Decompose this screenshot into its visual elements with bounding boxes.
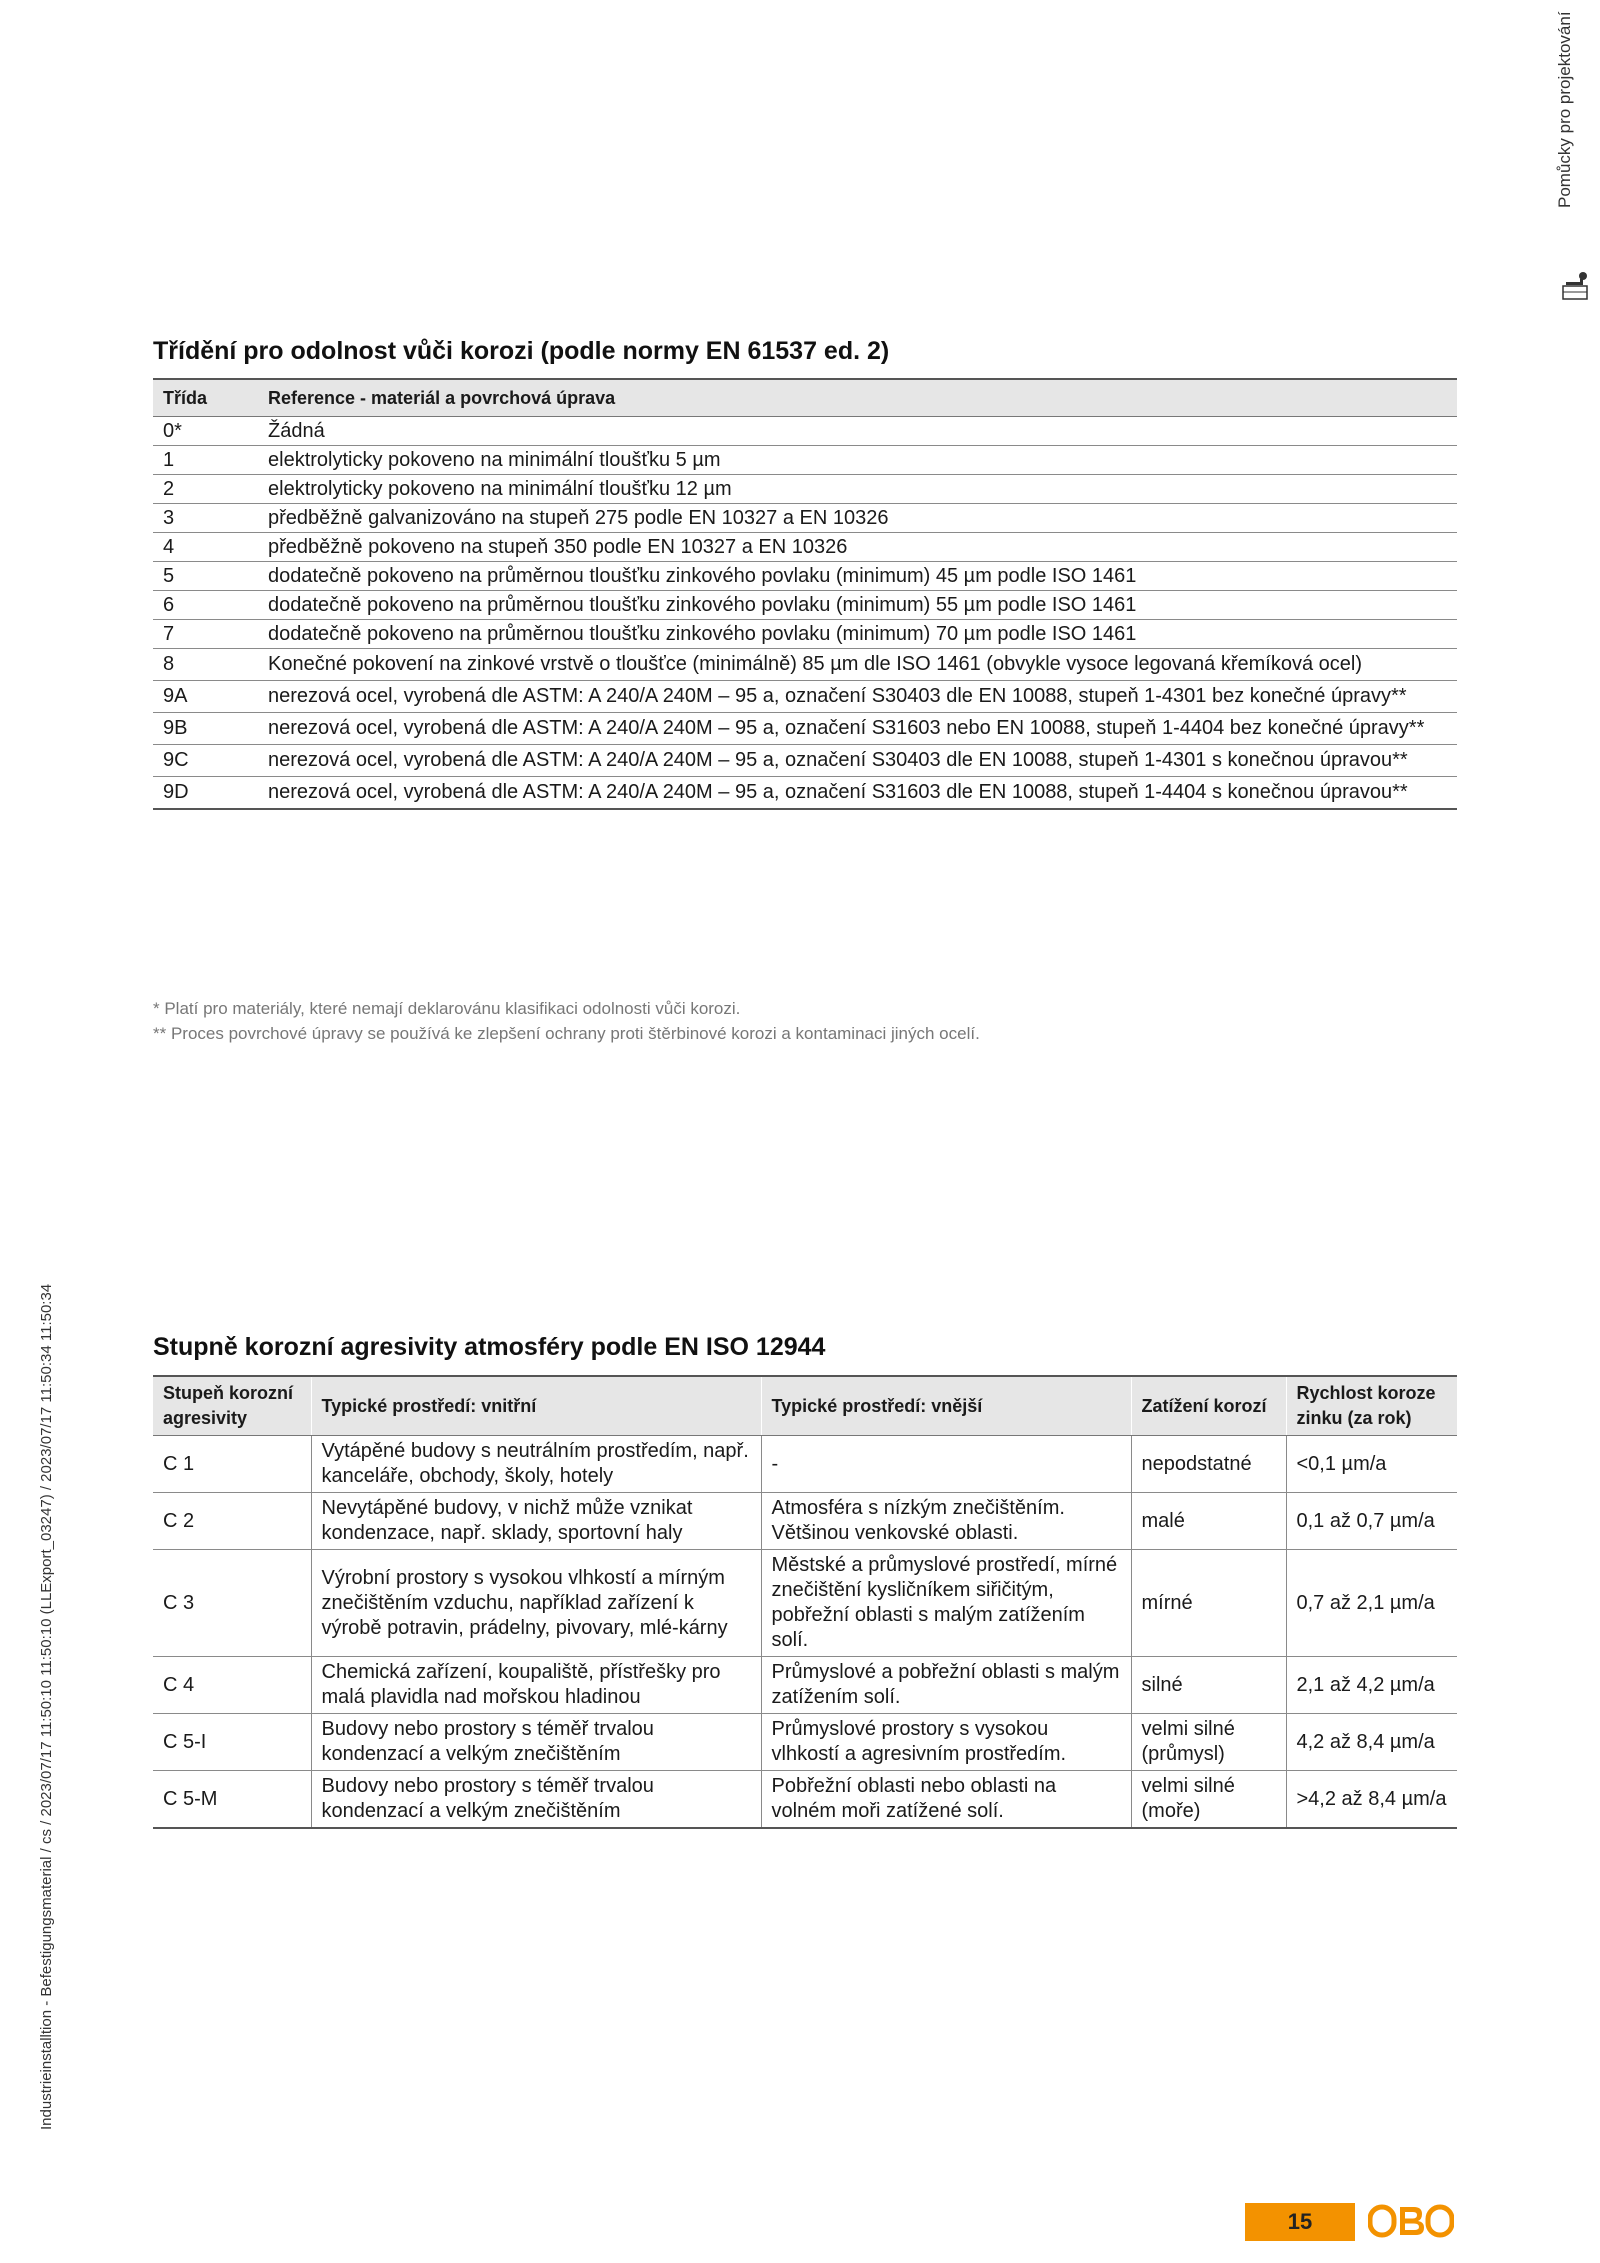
class-cell: 9B <box>153 713 258 745</box>
rate-cell: 2,1 až 4,2 µm/a <box>1286 1657 1457 1714</box>
class-cell: 4 <box>153 533 258 562</box>
rate-cell: >4,2 až 8,4 µm/a <box>1286 1771 1457 1829</box>
reference-cell: nerezová ocel, vyrobená dle ASTM: A 240/A 240M – 95 a, označení S31603 dle EN 10088, stupeň 1-4404 s konečnou úpravou** <box>258 777 1457 810</box>
table-row <box>153 1771 1457 1829</box>
load-cell: velmi silné (moře) <box>1131 1771 1286 1829</box>
table-row <box>153 591 1457 620</box>
reference-cell: elektrolyticky pokoveno na minimální tloušťku 5 µm <box>258 446 1457 475</box>
table-row <box>153 504 1457 533</box>
table-row <box>153 562 1457 591</box>
table-row <box>153 475 1457 504</box>
category-cell: C 3 <box>153 1550 311 1657</box>
category-cell: C 5-M <box>153 1771 311 1829</box>
class-cell: 9D <box>153 777 258 810</box>
class-cell: 8 <box>153 649 258 681</box>
table-row <box>153 620 1457 649</box>
outdoor-cell: Atmosféra s nízkým znečištěním. Většinou venkovské oblasti. <box>761 1493 1131 1550</box>
class-cell: 7 <box>153 620 258 649</box>
category-cell: C 2 <box>153 1493 311 1550</box>
table-row <box>153 681 1457 713</box>
reference-cell: dodatečně pokoveno na průměrnou tloušťku zinkového povlaku (minimum) 45 µm podle ISO 1461 <box>258 562 1457 591</box>
corrosion-class-title: Třídění pro odolnost vůči korozi (podle normy EN 61537 ed. 2) <box>153 337 890 365</box>
corrosion-class-table <box>153 378 1457 810</box>
reference-cell: dodatečně pokoveno na průměrnou tloušťku zinkového povlaku (minimum) 55 µm podle ISO 1461 <box>258 591 1457 620</box>
table-row <box>153 533 1457 562</box>
column-header: Typické prostředí: vnitřní <box>311 1376 761 1436</box>
table-row <box>153 1493 1457 1550</box>
class-cell: 9A <box>153 681 258 713</box>
rate-cell: 0,7 až 2,1 µm/a <box>1286 1550 1457 1657</box>
table-row <box>153 649 1457 681</box>
side-tab <box>1555 11 1585 218</box>
outdoor-cell: Průmyslové a pobřežní oblasti s malým zatížením solí. <box>761 1657 1131 1714</box>
reference-cell: předběžně galvanizováno na stupeň 275 podle EN 10327 a EN 10326 <box>258 504 1457 533</box>
reference-cell: předběžně pokoveno na stupeň 350 podle EN 10327 a EN 10326 <box>258 533 1457 562</box>
class-cell: 3 <box>153 504 258 533</box>
column-header: Rychlost koroze zinku (za rok) <box>1286 1376 1457 1436</box>
column-header: Reference - materiál a povrchová úprava <box>258 379 1457 417</box>
reference-cell: dodatečně pokoveno na průměrnou tloušťku zinkového povlaku (minimum) 70 µm podle ISO 1461 <box>258 620 1457 649</box>
side-tab-label: Pomůcky pro projektování <box>1555 11 1574 208</box>
load-cell: velmi silné (průmysl) <box>1131 1714 1286 1771</box>
reference-cell: elektrolyticky pokoveno na minimální tloušťku 12 µm <box>258 475 1457 504</box>
footnote: * Platí pro materiály, které nemají deklarovánu klasifikaci odolnosti vůči korozi. <box>153 999 741 1018</box>
outdoor-cell: Průmyslové prostory s vysokou vlhkostí a agresivním prostředím. <box>761 1714 1131 1771</box>
load-cell: malé <box>1131 1493 1286 1550</box>
class-cell: 5 <box>153 562 258 591</box>
table-row <box>153 713 1457 745</box>
column-header: Zatížení korozí <box>1131 1376 1286 1436</box>
outdoor-cell: - <box>761 1436 1131 1493</box>
table-row <box>153 446 1457 475</box>
load-cell: mírné <box>1131 1550 1286 1657</box>
outdoor-cell: Pobřežní oblasti nebo oblasti na volném moři zatížené solí. <box>761 1771 1131 1829</box>
indoor-cell: Nevytápěné budovy, v nichž může vznikat kondenzace, např. sklady, sportovní haly <box>311 1493 761 1550</box>
table-row <box>153 1550 1457 1657</box>
export-metadata: Industrieinstalltion - Befestigungsmaterial / cs / 2023/07/17 11:50:10 11:50:10 (LLExport_03247) / 2023/07/17 11:50:34 11:50:34 <box>38 1283 55 2130</box>
indoor-cell: Chemická zařízení, koupaliště, přístřešky pro malá plavidla nad mořskou hladinou <box>311 1657 761 1714</box>
tools-icon <box>1562 270 1588 300</box>
footnote: ** Proces povrchové úpravy se používá ke zlepšení ochrany proti štěrbinové korozi a kontaminaci jiných ocelí. <box>153 1024 980 1043</box>
class-cell: 6 <box>153 591 258 620</box>
table-row <box>153 1436 1457 1493</box>
reference-cell: nerezová ocel, vyrobená dle ASTM: A 240/A 240M – 95 a, označení S31603 nebo EN 10088, stupeň 1-4404 bez konečné úpravy** <box>258 713 1457 745</box>
indoor-cell: Vytápěné budovy s neutrálním prostředím, např. kanceláře, obchody, školy, hotely <box>311 1436 761 1493</box>
indoor-cell: Budovy nebo prostory s téměř trvalou kondenzací a velkým znečištěním <box>311 1714 761 1771</box>
outdoor-cell: Městské a průmyslové prostředí, mírné znečištění kysličníkem siřičitým, pobřežní oblasti s malým zatížením solí. <box>761 1550 1131 1657</box>
class-cell: 9C <box>153 745 258 777</box>
rate-cell: 0,1 až 0,7 µm/a <box>1286 1493 1457 1550</box>
load-cell: silné <box>1131 1657 1286 1714</box>
table-row <box>153 777 1457 810</box>
table-row <box>153 1714 1457 1771</box>
column-header: Typické prostředí: vnější <box>761 1376 1131 1436</box>
rate-cell: <0,1 µm/a <box>1286 1436 1457 1493</box>
table-header-row <box>153 1376 1457 1436</box>
reference-cell: Konečné pokovení na zinkové vrstvě o tloušťce (minimálně) 85 µm dle ISO 1461 (obvykle vysoce legovaná křemíková ocel) <box>258 649 1457 681</box>
class-cell: 1 <box>153 446 258 475</box>
corrosivity-title: Stupně korozní agresivity atmosféry podle EN ISO 12944 <box>153 1333 826 1361</box>
class-cell: 2 <box>153 475 258 504</box>
footnotes <box>153 996 980 1046</box>
table-row <box>153 417 1457 446</box>
rate-cell: 4,2 až 8,4 µm/a <box>1286 1714 1457 1771</box>
column-header: Stupeň korozní agresivity <box>153 1376 311 1436</box>
category-cell: C 4 <box>153 1657 311 1714</box>
reference-cell: nerezová ocel, vyrobená dle ASTM: A 240/A 240M – 95 a, označení S30403 dle EN 10088, stupeň 1-4301 bez konečné úpravy** <box>258 681 1457 713</box>
table-header-row <box>153 379 1457 417</box>
reference-cell: nerezová ocel, vyrobená dle ASTM: A 240/A 240M – 95 a, označení S30403 dle EN 10088, stupeň 1-4301 s konečnou úpravou** <box>258 745 1457 777</box>
corrosivity-table <box>153 1375 1457 1829</box>
table-row <box>153 1657 1457 1714</box>
class-cell: 0* <box>153 417 258 446</box>
obo-logo <box>1368 2204 1454 2238</box>
table-row <box>153 745 1457 777</box>
column-header: Třída <box>153 379 258 417</box>
reference-cell: Žádná <box>258 417 1457 446</box>
category-cell: C 1 <box>153 1436 311 1493</box>
page-number: 15 <box>1287 2209 1313 2234</box>
load-cell: nepodstatné <box>1131 1436 1286 1493</box>
indoor-cell: Budovy nebo prostory s téměř trvalou kondenzací a velkým znečištěním <box>311 1771 761 1829</box>
indoor-cell: Výrobní prostory s vysokou vlhkostí a mírným znečištěním vzduchu, například zařízení k výrobě potravin, prádelny, pivovary, mlé-kárny <box>311 1550 761 1657</box>
category-cell: C 5-I <box>153 1714 311 1771</box>
